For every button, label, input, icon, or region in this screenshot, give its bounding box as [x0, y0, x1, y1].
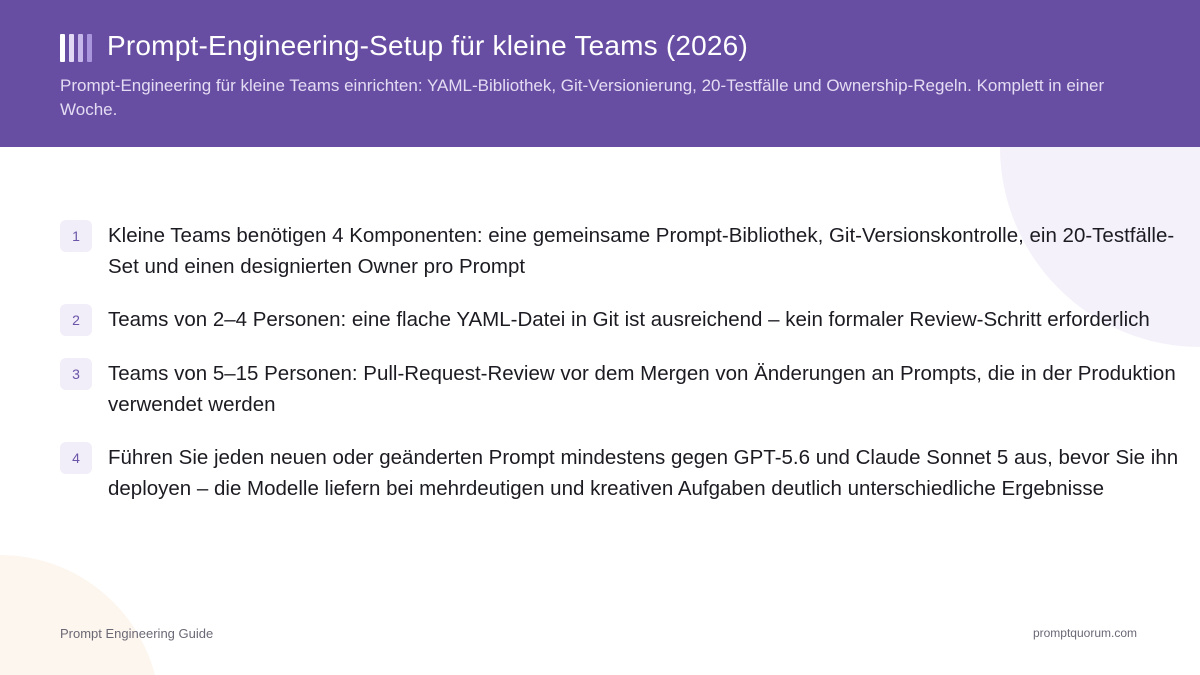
list-item: [60, 358, 1180, 420]
footer-site-link[interactable]: promptquorum.com: [1032, 626, 1137, 640]
list-item: [60, 442, 1180, 504]
item-text: Teams von 5–15 Personen: Pull-Request-Review vor dem Mergen von Änderungen an Prompts, die in der Produktion verwendet werden: [108, 362, 1176, 416]
footer-guide-label: Prompt Engineering Guide: [60, 626, 214, 641]
item-number-badge: 2: [60, 304, 92, 336]
item-number-badge: 4: [60, 442, 92, 474]
item-text: Führen Sie jeden neuen oder geänderten Prompt mindestens gegen GPT-5.6 und Claude Sonnet 5 aus, bevor Sie ihn deployen – die Modelle liefern bei mehrdeutigen und kreativen Aufgaben deutlich unterschiedliche Ergebnisse: [108, 446, 1179, 500]
logo-bar-4: [87, 34, 92, 62]
list-item: [60, 304, 1180, 336]
item-text: Kleine Teams benötigen 4 Komponenten: eine gemeinsame Prompt-Bibliothek, Git-Versionskontrolle, ein 20-Testfälle-Set und einen designierten Owner pro Prompt: [108, 224, 1175, 278]
logo-bar-1: [60, 34, 65, 62]
key-points-list: [60, 220, 1180, 526]
header-banner: [0, 0, 1200, 147]
logo-bar-3: [78, 34, 83, 62]
page-title: Prompt-Engineering-Setup für kleine Teams (2026): [107, 30, 748, 61]
logo-bars-icon: [60, 34, 94, 62]
item-text: Teams von 2–4 Personen: eine flache YAML-Datei in Git ist ausreichend – kein formaler Review-Schritt erforderlich: [108, 308, 1150, 331]
logo-bar-2: [69, 34, 74, 62]
decorative-circle-left: [0, 555, 160, 675]
list-item: [60, 220, 1180, 282]
page-subtitle: Prompt-Engineering für kleine Teams einrichten: YAML-Bibliothek, Git-Versionierung, 20-Testfälle und Ownership-Regeln. Komplett in einer Woche.: [60, 76, 1105, 119]
item-number-badge: 3: [60, 358, 92, 390]
item-number-badge: 1: [60, 220, 92, 252]
